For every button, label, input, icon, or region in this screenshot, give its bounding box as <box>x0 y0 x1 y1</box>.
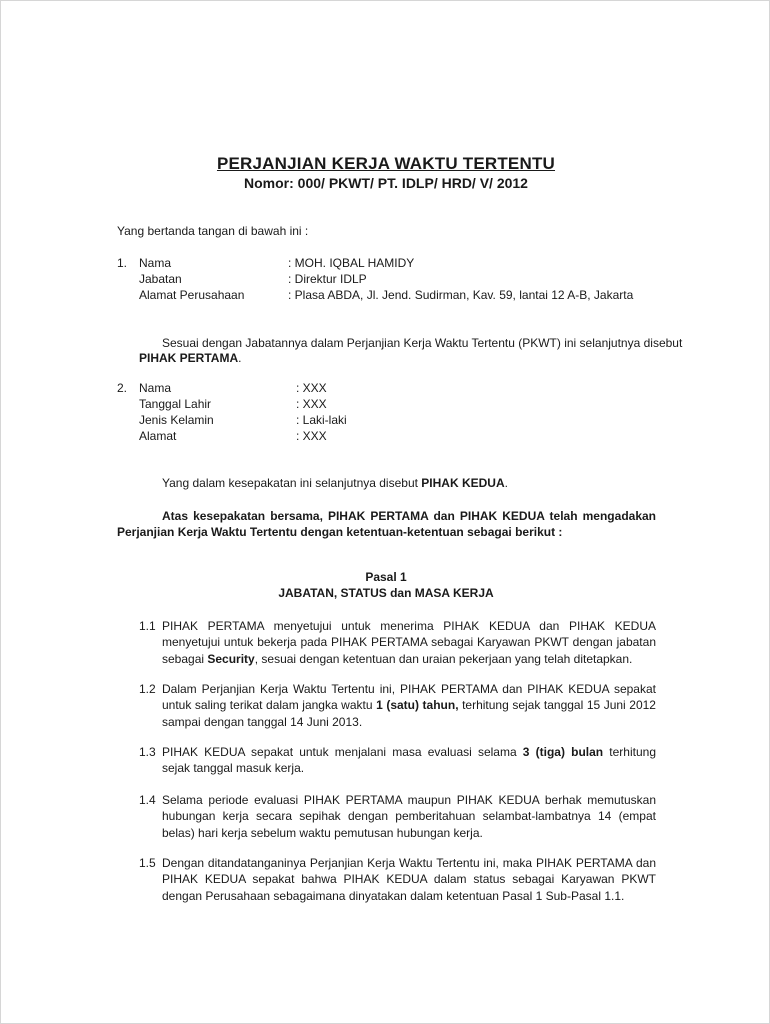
party2-label-nama: Nama <box>139 381 172 395</box>
agreement-line-2: Perjanjian Kerja Waktu Tertentu dengan ketentuan-ketentuan sebagai berikut : <box>117 525 563 539</box>
party2-value-alamat: : XXX <box>296 429 327 443</box>
party2-number: 2. <box>117 381 128 395</box>
document-number: Nomor: 000/ PKWT/ PT. IDLP/ HRD/ V/ 2012 <box>244 175 528 191</box>
agreement-line-1: Atas kesepakatan bersama, PIHAK PERTAMA dan PIHAK KEDUA telah mengadakan <box>162 509 656 523</box>
document-title: PERJANJIAN KERJA WAKTU TERTENTU <box>216 154 556 173</box>
party1-label-nama: Nama <box>139 256 172 270</box>
party2-value-tanggal-lahir: : XXX <box>296 397 327 411</box>
party1-value-nama: : MOH. IQBAL HAMIDY <box>288 256 415 270</box>
party2-note: Yang dalam kesepakatan ini selanjutnya disebut PIHAK KEDUA. <box>162 476 508 490</box>
item-number: 1.2 <box>139 682 156 696</box>
item-text: Selama periode evaluasi PIHAK PERTAMA maupun PIHAK KEDUA berhak memutuskan hubungan kerja secara sepihak dengan pemberitahuan selambat-lambatnya 14 (empat belas) hari kerja sebelum waktu pemutusan hubungan kerja. <box>162 793 656 840</box>
party1-label-alamat: Alamat Perusahaan <box>139 288 245 302</box>
item-text: PIHAK PERTAMA menyetujui untuk menerima PIHAK KEDUA dan PIHAK KEDUA menyetujui untuk bekerja pada PIHAK PERTAMA sebagai Karyawan PKWT dengan jabatan sebagai Security, sesuai dengan ketentuan dan uraian pekerjaan yang telah ditetapkan. <box>162 619 656 666</box>
party2-label-alamat: Alamat <box>139 429 177 443</box>
item-number: 1.5 <box>139 856 156 870</box>
party2-value-jenis-kelamin: : Laki-laki <box>296 413 347 427</box>
party2-value-nama: : XXX <box>296 381 327 395</box>
party1-value-alamat: : Plasa ABDA, Jl. Jend. Sudirman, Kav. 59, lantai 12 A-B, Jakarta <box>288 288 634 302</box>
item-number: 1.4 <box>139 793 156 807</box>
item-text: Dalam Perjanjian Kerja Waktu Tertentu ini, PIHAK PERTAMA dan PIHAK KEDUA sepakat untuk saling terikat dalam jangka waktu 1 (satu) tahun, terhitung sejak tanggal 15 Juni 2012 sampai dengan tanggal 14 Juni 2013. <box>162 682 656 729</box>
party1-designation: PIHAK PERTAMA <box>139 351 239 365</box>
pasal-heading: Pasal 1 <box>365 570 407 584</box>
pasal-subheading: JABATAN, STATUS dan MASA KERJA <box>278 586 494 600</box>
party1-note-line2: PIHAK PERTAMA. <box>139 351 242 365</box>
party2-designation: PIHAK KEDUA <box>421 476 505 490</box>
party1-value-jabatan: : Direktur IDLP <box>288 272 367 286</box>
item-number: 1.3 <box>139 745 156 759</box>
party1-label-jabatan: Jabatan <box>139 272 182 286</box>
party2-label-tanggal-lahir: Tanggal Lahir <box>139 397 212 411</box>
item-number: 1.1 <box>139 619 156 633</box>
party1-note-line1: Sesuai dengan Jabatannya dalam Perjanjian Kerja Waktu Tertentu (PKWT) ini selanjutnya disebut <box>162 336 683 350</box>
party1-number: 1. <box>117 256 128 270</box>
item-text: PIHAK KEDUA sepakat untuk menjalani masa evaluasi selama 3 (tiga) bulan terhitung sejak tanggal masuk kerja. <box>162 745 656 776</box>
party2-label-jenis-kelamin: Jenis Kelamin <box>139 413 214 427</box>
item-text: Dengan ditandatanganinya Perjanjian Kerja Waktu Tertentu ini, maka PIHAK PERTAMA dan PIHAK KEDUA sepakat bahwa PIHAK KEDUA dalam status sebagai Karyawan PKWT dengan Perusahaan sebagaimana dinyatakan dalam ketentuan Pasal 1 Sub-Pasal 1.1. <box>162 856 656 903</box>
intro-text: Yang bertanda tangan di bawah ini : <box>117 224 309 238</box>
